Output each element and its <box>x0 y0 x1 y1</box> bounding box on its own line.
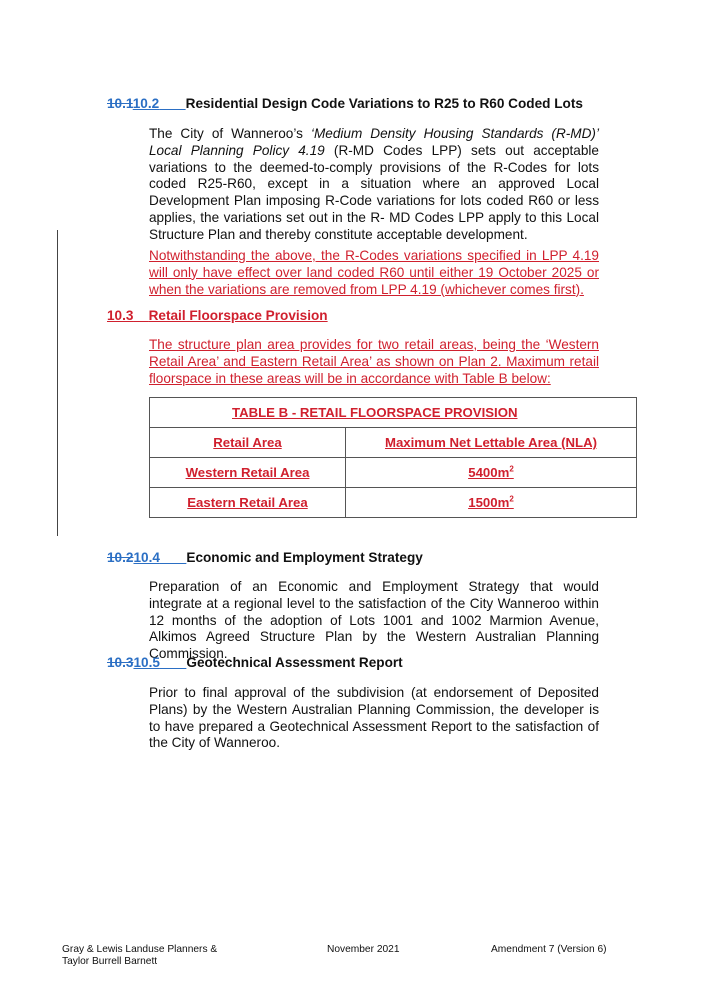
section-title: Retail Floorspace Provision <box>148 308 328 323</box>
table-row <box>150 458 637 488</box>
section-number: 10.3 <box>107 308 134 323</box>
table-header-row <box>150 428 637 458</box>
row-area: Western Retail Area <box>185 465 310 480</box>
footer-author-line1: Gray & Lewis Landuse Planners & <box>62 944 218 955</box>
section-heading-retail-floorspace <box>107 307 328 324</box>
deleted-section-number: 10.1 <box>107 96 133 111</box>
table-header-area: Retail Area <box>213 435 282 450</box>
footer-left <box>62 944 217 968</box>
inserted-paragraph-notwithstanding: Notwithstanding the above, the R-Codes variations specified in LPP 4.19 will only have effect over land coded R60 until either 19 October 2025 or when the variations are removed from LPP 4.19 (whichever comes first). <box>149 248 599 297</box>
section-heading-residential-design <box>107 95 583 112</box>
section-paragraph-geotechnical: Prior to final approval of the subdivision (at endorsement of Deposited Plans) by the Western Australian Planning Commission, the developer is to have prepared a Geotechnical Assessment Report to the satisfaction of the City of Wanneroo. <box>149 685 599 751</box>
table-row <box>150 488 637 518</box>
table-header-nla: Maximum Net Lettable Area (NLA) <box>384 435 597 450</box>
table-title: TABLE B - RETAIL FLOORSPACE PROVISION <box>232 405 518 420</box>
section-title: Residential Design Code Variations to R25 to R60 Coded Lots <box>185 96 583 111</box>
section-title: Geotechnical Assessment Report <box>186 655 403 670</box>
section-paragraph-residential: The City of Wanneroo’s ‘Medium Density Housing Standards (R-MD)’ Local Planning Policy 4.19 (R-MD Codes LPP) sets out acceptable variations to the deemed-to-comply provisions of the R-Codes for lots coded R25-R60, except in a situation where an approved Local Development Plan imposing R-Code variations for lots coded R60 or less applies, the variations set out in the R- MD Codes LPP apply to this Local Structure Plan and thereby constitute acceptable development. <box>149 126 599 242</box>
row-nla: $1500m^2$ <box>468 494 514 510</box>
inserted-section-number: 10.4 <box>133 550 160 565</box>
footer-date: November 2021 <box>327 944 400 955</box>
footer-author-line2: Taylor Burrell Barnett <box>62 956 158 967</box>
section-paragraph-retail: The structure plan area provides for two retail areas, being the ‘Western Retail Area’ and Eastern Retail Area’ as shown on Plan 2. Maximum retail floorspace in these areas will be in accordance with Table B below: <box>149 337 599 386</box>
footer-version: Amendment 7 (Version 6) <box>491 944 607 955</box>
table-title-row <box>150 398 637 428</box>
section-heading-geotechnical <box>107 654 403 671</box>
change-bar <box>57 230 58 536</box>
section-heading-economic <box>107 549 423 566</box>
inserted-section-number: 10.5 <box>133 655 160 670</box>
retail-floorspace-table <box>149 397 637 518</box>
section-title: Economic and Employment Strategy <box>186 550 423 565</box>
inserted-section-number: 10.2 <box>132 96 160 111</box>
row-nla: $5400m^2$ <box>468 464 514 480</box>
deleted-section-number: 10.2 <box>107 550 134 565</box>
row-area: Eastern Retail Area <box>187 495 308 510</box>
deleted-section-number: 10.3 <box>107 655 134 670</box>
section-paragraph-economic: Preparation of an Economic and Employment Strategy that would integrate at a regional level to the satisfaction of the City Wanneroo within 12 months of the adoption of Lots 1001 and 1002 Marmion Avenue, Alkimos Agreed Structure Plan by the Western Australian Planning Commission. <box>149 579 599 662</box>
